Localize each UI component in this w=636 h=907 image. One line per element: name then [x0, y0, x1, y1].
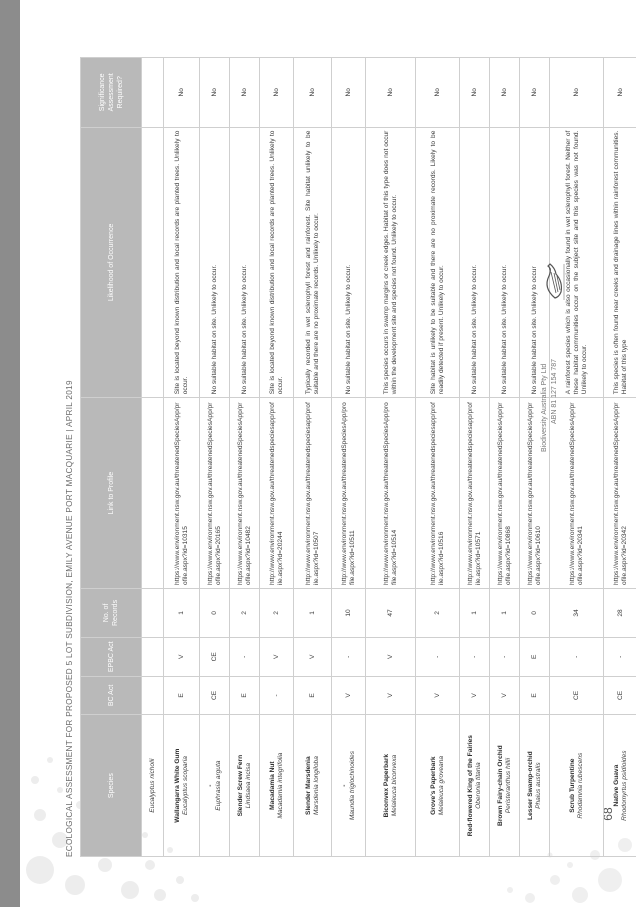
table-row [260, 58, 294, 857]
likelihood-cell: No suitable habitat on site. Unlikely to occur. [200, 127, 230, 398]
significance-cell: No [460, 58, 490, 128]
species-cell [260, 715, 294, 857]
bc-act-cell [142, 676, 164, 715]
profile-link[interactable]: https://www.environment.nsw.gov.au/threatenedSpeciesApp/profile.aspx?id=10315 [164, 398, 200, 589]
epbc-act-cell: - [230, 637, 260, 676]
table-row [200, 58, 230, 857]
records-cell: 1 [490, 588, 520, 637]
bc-act-cell: CE [550, 676, 604, 715]
records-cell: 0 [200, 588, 230, 637]
profile-link[interactable]: http://www.environment.nsw.gov.au/threatenedspeciesapp/profile.aspx?id=10516 [416, 398, 460, 589]
epbc-act-cell: V [366, 637, 416, 676]
significance-cell: No [604, 58, 636, 128]
profile-link[interactable]: https://www.environment.nsw.gov.au/threatenedSpeciesApp/profile.aspx?id=10868 [490, 398, 520, 589]
records-cell: 1 [294, 588, 332, 637]
bc-act-cell: V [332, 676, 366, 715]
records-cell: 0 [520, 588, 550, 637]
col-header-link: Link to Profile [81, 398, 142, 589]
common-name: Lesser Swamp-orchid [526, 751, 534, 820]
common-name: Macadamia Nut [268, 761, 276, 810]
records-cell: 2 [260, 588, 294, 637]
company-name: Biodiversity Australia Pty Ltd [541, 363, 548, 452]
col-header-epbc-act: EPBC Act [81, 637, 142, 676]
epbc-act-cell: - [332, 637, 366, 676]
rotated-page-content [63, 57, 628, 857]
epbc-act-cell: CE [200, 637, 230, 676]
epbc-act-cell: V [164, 637, 200, 676]
scientific-name: Phaius australis [534, 762, 542, 809]
scientific-name: Eucalyptus scoparia [181, 756, 189, 816]
col-header-bc-act: BC Act [81, 676, 142, 715]
table-row [604, 58, 636, 857]
table-row [416, 58, 460, 857]
company-abn: ABN 81 127 154 787 [551, 359, 558, 424]
table-row [142, 58, 164, 857]
scientific-name: Oberonia titania [474, 762, 482, 809]
bc-act-cell: E [294, 676, 332, 715]
likelihood-cell: Site is located beyond known distribution and local records are planted trees. Unlikely to occur. [260, 127, 294, 398]
bc-act-cell: - [260, 676, 294, 715]
records-cell: 10 [332, 588, 366, 637]
profile-link[interactable]: http://www.environment.nsw.gov.au/threatenedSpeciesApp/profile.aspx?id=10511 [332, 398, 366, 589]
bc-act-cell: V [460, 676, 490, 715]
bc-act-cell: CE [604, 676, 636, 715]
epbc-act-cell: - [490, 637, 520, 676]
species-cell [366, 715, 416, 857]
common-name: - [340, 784, 348, 787]
document-title: ECOLOGICAL ASSESSMENT FOR PROPOSED 5 LOT SUBDIVISION, EMILY AVENUE PORT MACQUARIE | APRIL 2019 [65, 380, 74, 857]
likelihood-cell: No suitable habitat on site. Unlikely to occur. [332, 127, 366, 398]
significance-cell: No [164, 58, 200, 128]
likelihood-cell: Site habitat is unlikely to be suitable and there are no proximate records. Likely to be readily detected if present. Unlikely to occur. [416, 127, 460, 398]
scientific-name: Eucalyptus nicholii [148, 758, 156, 813]
epbc-act-cell: - [550, 637, 604, 676]
records-cell: 1 [164, 588, 200, 637]
bc-act-cell: V [490, 676, 520, 715]
table-row [460, 58, 490, 857]
likelihood-cell: No suitable habitat on site. Unlikely to occur. [460, 127, 490, 398]
table-row [550, 58, 604, 857]
epbc-act-cell: V [294, 637, 332, 676]
species-cell [200, 715, 230, 857]
epbc-act-cell: - [604, 637, 636, 676]
species-cell [550, 715, 604, 857]
records-cell: 28 [604, 588, 636, 637]
scientific-name: Macadamia integrifolia [276, 752, 284, 819]
epbc-act-cell: - [460, 637, 490, 676]
table-row [332, 58, 366, 857]
species-cell [164, 715, 200, 857]
species-cell [604, 715, 636, 857]
records-cell [142, 588, 164, 637]
species-cell [294, 715, 332, 857]
significance-cell [142, 58, 164, 128]
bc-act-cell: V [416, 676, 460, 715]
likelihood-cell: No suitable habitat on site. Unlikely to occur. [230, 127, 260, 398]
epbc-act-cell: V [260, 637, 294, 676]
likelihood-cell: No suitable habitat on site. Unlikely to occur [520, 127, 550, 398]
bc-act-cell: CE [200, 676, 230, 715]
species-cell [142, 715, 164, 857]
significance-cell: No [520, 58, 550, 128]
profile-link[interactable]: https://www.environment.nsw.gov.au/threatenedSpeciesApp/profile.aspx?id=20165 [200, 398, 230, 589]
profile-link[interactable]: http://www.environment.nsw.gov.au/threatenedspeciesapp/profile.aspx?id=20244 [260, 398, 294, 589]
common-name: Brown Fairy-chain Orchid [496, 745, 504, 826]
significance-cell: No [490, 58, 520, 128]
scientific-name: Rhodamnia rubescens [576, 752, 584, 819]
profile-link[interactable]: https://www.environment.nsw.gov.au/threatenedSpeciesApp/profile.aspx?id=20342 [604, 398, 636, 589]
epbc-act-cell [142, 637, 164, 676]
table-row [366, 58, 416, 857]
significance-cell: No [416, 58, 460, 128]
likelihood-cell: This species occurs in swamp margins or creek edges. Habitat of this type does not occur within the development site and species not found. Unlikely to occur. [366, 127, 416, 398]
profile-link[interactable]: https://www.environment.nsw.gov.au/threatenedSpeciesApp/profile.aspx?id=20341 [550, 398, 604, 589]
significance-cell: No [332, 58, 366, 128]
table-row [294, 58, 332, 857]
bc-act-cell: E [230, 676, 260, 715]
profile-link[interactable]: https://www.environment.nsw.gov.au/threatenedSpeciesApp/profile.aspx?id=10482 [230, 398, 260, 589]
profile-link[interactable]: http://www.environment.nsw.gov.au/threatenedspeciesapp/profile.aspx?id=10507 [294, 398, 332, 589]
table-row [230, 58, 260, 857]
table-row [490, 58, 520, 857]
species-cell [490, 715, 520, 857]
scientific-name: Lindsaea incisa [244, 762, 252, 809]
epbc-act-cell: - [416, 637, 460, 676]
common-name: Slender Screw Fern [236, 754, 244, 817]
table-row [164, 58, 200, 857]
bc-act-cell: V [366, 676, 416, 715]
scientific-name: Rhodomyrtus psidioides [620, 750, 628, 821]
significance-cell: No [230, 58, 260, 128]
records-cell: 2 [230, 588, 260, 637]
profile-link[interactable]: http://www.environment.nsw.gov.au/threatenedspeciesapp/profile.aspx?id=10571 [460, 398, 490, 589]
species-cell [416, 715, 460, 857]
records-cell: 2 [416, 588, 460, 637]
likelihood-cell: No suitable habitat on site. Unlikely to occur. [490, 127, 520, 398]
col-header-likelihood: Likelihood of Occurrence [81, 127, 142, 398]
col-header-significance: Significance Assessment Required? [81, 58, 142, 128]
common-name: Biconvex Paperbark [382, 753, 390, 818]
common-name: Wallangarra White Gum [173, 748, 181, 823]
table-header-row [81, 58, 142, 857]
common-name: Native Guava [612, 764, 620, 807]
common-name: - [206, 784, 214, 787]
species-cell [520, 715, 550, 857]
bird-logo-icon [539, 262, 567, 302]
likelihood-cell: A rainforest species which is also occasionally found in wet sclerophyll forest. Neither of these habitat communities occur on the subject site and this species was not found. Unlikely to occur. [550, 127, 604, 398]
likelihood-cell: Site is located beyond known distribution and local records are planted trees. Unlikely to occur. [164, 127, 200, 398]
profile-link[interactable] [142, 398, 164, 589]
page-edge-bar [0, 0, 20, 907]
common-name: Slender Marsdenia [304, 756, 312, 815]
common-name: Grove's Paperbark [429, 756, 437, 815]
col-header-species: Species [81, 715, 142, 857]
col-header-records: No. of Records [81, 588, 142, 637]
bc-act-cell: E [520, 676, 550, 715]
common-name: Scrub Turpentine [568, 758, 576, 813]
scientific-name: Melaleuca groveana [437, 755, 445, 816]
species-cell [230, 715, 260, 857]
records-cell: 47 [366, 588, 416, 637]
significance-cell: No [260, 58, 294, 128]
species-cell [332, 715, 366, 857]
species-cell [460, 715, 490, 857]
scientific-name: Maundia triglochinoides [348, 750, 356, 821]
footer [539, 252, 569, 452]
significance-cell: No [294, 58, 332, 128]
bc-act-cell: E [164, 676, 200, 715]
records-cell: 34 [550, 588, 604, 637]
common-name: Red-flowered King of the Fairies [466, 735, 474, 837]
scientific-name: Peristeranthus hillii [504, 757, 512, 814]
page-number: 68 [601, 807, 615, 821]
significance-cell: No [366, 58, 416, 128]
likelihood-cell [142, 127, 164, 398]
scientific-name: Melaleuca biconvexa [390, 754, 398, 817]
table-row [520, 58, 550, 857]
likelihood-cell: Typically recorded in wet sclerophyll forest and rainforest. Site habitat unlikely to be suitable and there are no proximate records. Unlikely to occur. [294, 127, 332, 398]
species-assessment-table [80, 57, 636, 857]
scientific-name: Euphrasia arguta [214, 760, 222, 811]
likelihood-cell: This species is often found near creeks and drainage lines within rainforest communities. Habitat of this type [604, 127, 636, 398]
epbc-act-cell: E [520, 637, 550, 676]
significance-cell: No [200, 58, 230, 128]
profile-link[interactable]: https://www.environment.nsw.gov.au/threatenedSpeciesApp/profile.aspx?id=10610 [520, 398, 550, 589]
scientific-name: Marsdenia longiloba [312, 756, 320, 816]
significance-cell: No [550, 58, 604, 128]
profile-link[interactable]: http://www.environment.nsw.gov.au/threatenedSpeciesApp/profile.aspx?id=10514 [366, 398, 416, 589]
records-cell: 1 [460, 588, 490, 637]
